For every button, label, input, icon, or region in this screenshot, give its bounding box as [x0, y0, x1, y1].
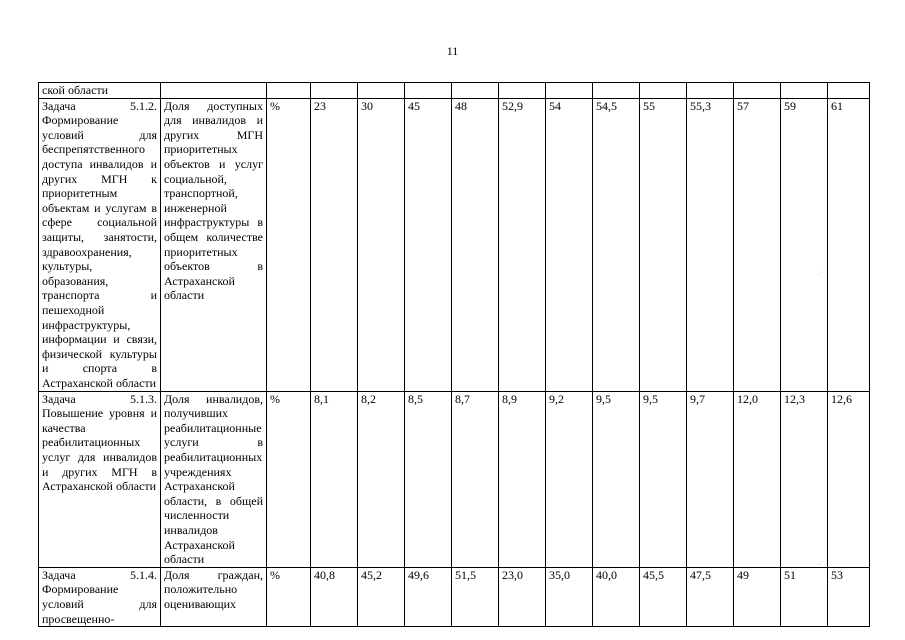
- indicator-cell: Доля доступных для инвалидов и других МГН приоритетных объектов и услуг социальной, транспортной, инженерной инфраструктуры в общем количестве приоритетных объектов в Астраханской области: [161, 98, 267, 391]
- value-cell: 54,5: [593, 98, 640, 391]
- value-cell: [358, 83, 405, 99]
- value-cell: 48: [452, 98, 499, 391]
- table-row: [39, 567, 870, 626]
- indicator-cell: Доля инвалидов, получивших реабилитационные услуги в реабилитационных учреждениях Астраханской области, в общей численности инвалидов Астраханской области: [161, 391, 267, 567]
- task-cell: Задача 5.1.2. Формирование условий для беспрепятственного доступа инвалидов и других МГН к приоритетным объектам и услугам в сфере социальной защиты, занятости, здравоохранения, культуры, образования, транспорта и пешеходной инфраструктуры, информации и связи, физической культуры и спорта в Астраханской области: [39, 98, 161, 391]
- value-cell: 40,0: [593, 567, 640, 626]
- value-cell: 40,8: [311, 567, 358, 626]
- value-cell: 8,1: [311, 391, 358, 567]
- value-cell: 30: [358, 98, 405, 391]
- value-cell: 35,0: [546, 567, 593, 626]
- indicators-table: [38, 82, 870, 627]
- value-cell: [546, 83, 593, 99]
- indicator-cell: Доля граждан, положительно оценивающих: [161, 567, 267, 626]
- value-cell: 8,5: [405, 391, 452, 567]
- task-cell: Задача 5.1.3. Повышение уровня и качества реабилитационных услуг для инвалидов и других МГН в Астраханской области: [39, 391, 161, 567]
- value-cell: 12,0: [734, 391, 781, 567]
- scan-artifact-mark: ·ˈ: [818, 272, 824, 278]
- value-cell: [405, 83, 452, 99]
- value-cell: [311, 83, 358, 99]
- value-cell: 55: [640, 98, 687, 391]
- value-cell: [828, 83, 870, 99]
- value-cell: 54: [546, 98, 593, 391]
- value-cell: 57: [734, 98, 781, 391]
- value-cell: 55,3: [687, 98, 734, 391]
- unit-cell: %: [267, 98, 311, 391]
- value-cell: 23: [311, 98, 358, 391]
- value-cell: 12,6: [828, 391, 870, 567]
- value-cell: 45: [405, 98, 452, 391]
- table-row: [39, 83, 870, 99]
- value-cell: 47,5: [687, 567, 734, 626]
- value-cell: 45,5: [640, 567, 687, 626]
- unit-cell: [267, 83, 311, 99]
- value-cell: 9,2: [546, 391, 593, 567]
- value-cell: [734, 83, 781, 99]
- value-cell: 51: [781, 567, 828, 626]
- value-cell: 53: [828, 567, 870, 626]
- value-cell: [781, 83, 828, 99]
- indicator-cell: [161, 83, 267, 99]
- value-cell: 9,7: [687, 391, 734, 567]
- value-cell: 23,0: [499, 567, 546, 626]
- value-cell: [593, 83, 640, 99]
- value-cell: 59: [781, 98, 828, 391]
- value-cell: 45,2: [358, 567, 405, 626]
- value-cell: [687, 83, 734, 99]
- table-row: [39, 391, 870, 567]
- unit-cell: %: [267, 391, 311, 567]
- value-cell: [640, 83, 687, 99]
- task-cell: ской области: [39, 83, 161, 99]
- page-number: 11: [446, 44, 459, 58]
- value-cell: 8,9: [499, 391, 546, 567]
- value-cell: 61: [828, 98, 870, 391]
- value-cell: 49,6: [405, 567, 452, 626]
- value-cell: [499, 83, 546, 99]
- value-cell: 51,5: [452, 567, 499, 626]
- task-cell: Задача 5.1.4. Формирование условий для просвещенно-: [39, 567, 161, 626]
- value-cell: 8,2: [358, 391, 405, 567]
- value-cell: 8,7: [452, 391, 499, 567]
- value-cell: 12,3: [781, 391, 828, 567]
- value-cell: 49: [734, 567, 781, 626]
- value-cell: [452, 83, 499, 99]
- scan-artifact-mark: ·ˈ: [818, 562, 824, 568]
- value-cell: 9,5: [593, 391, 640, 567]
- unit-cell: %: [267, 567, 311, 626]
- value-cell: 9,5: [640, 391, 687, 567]
- table-row: [39, 98, 870, 391]
- value-cell: 52,9: [499, 98, 546, 391]
